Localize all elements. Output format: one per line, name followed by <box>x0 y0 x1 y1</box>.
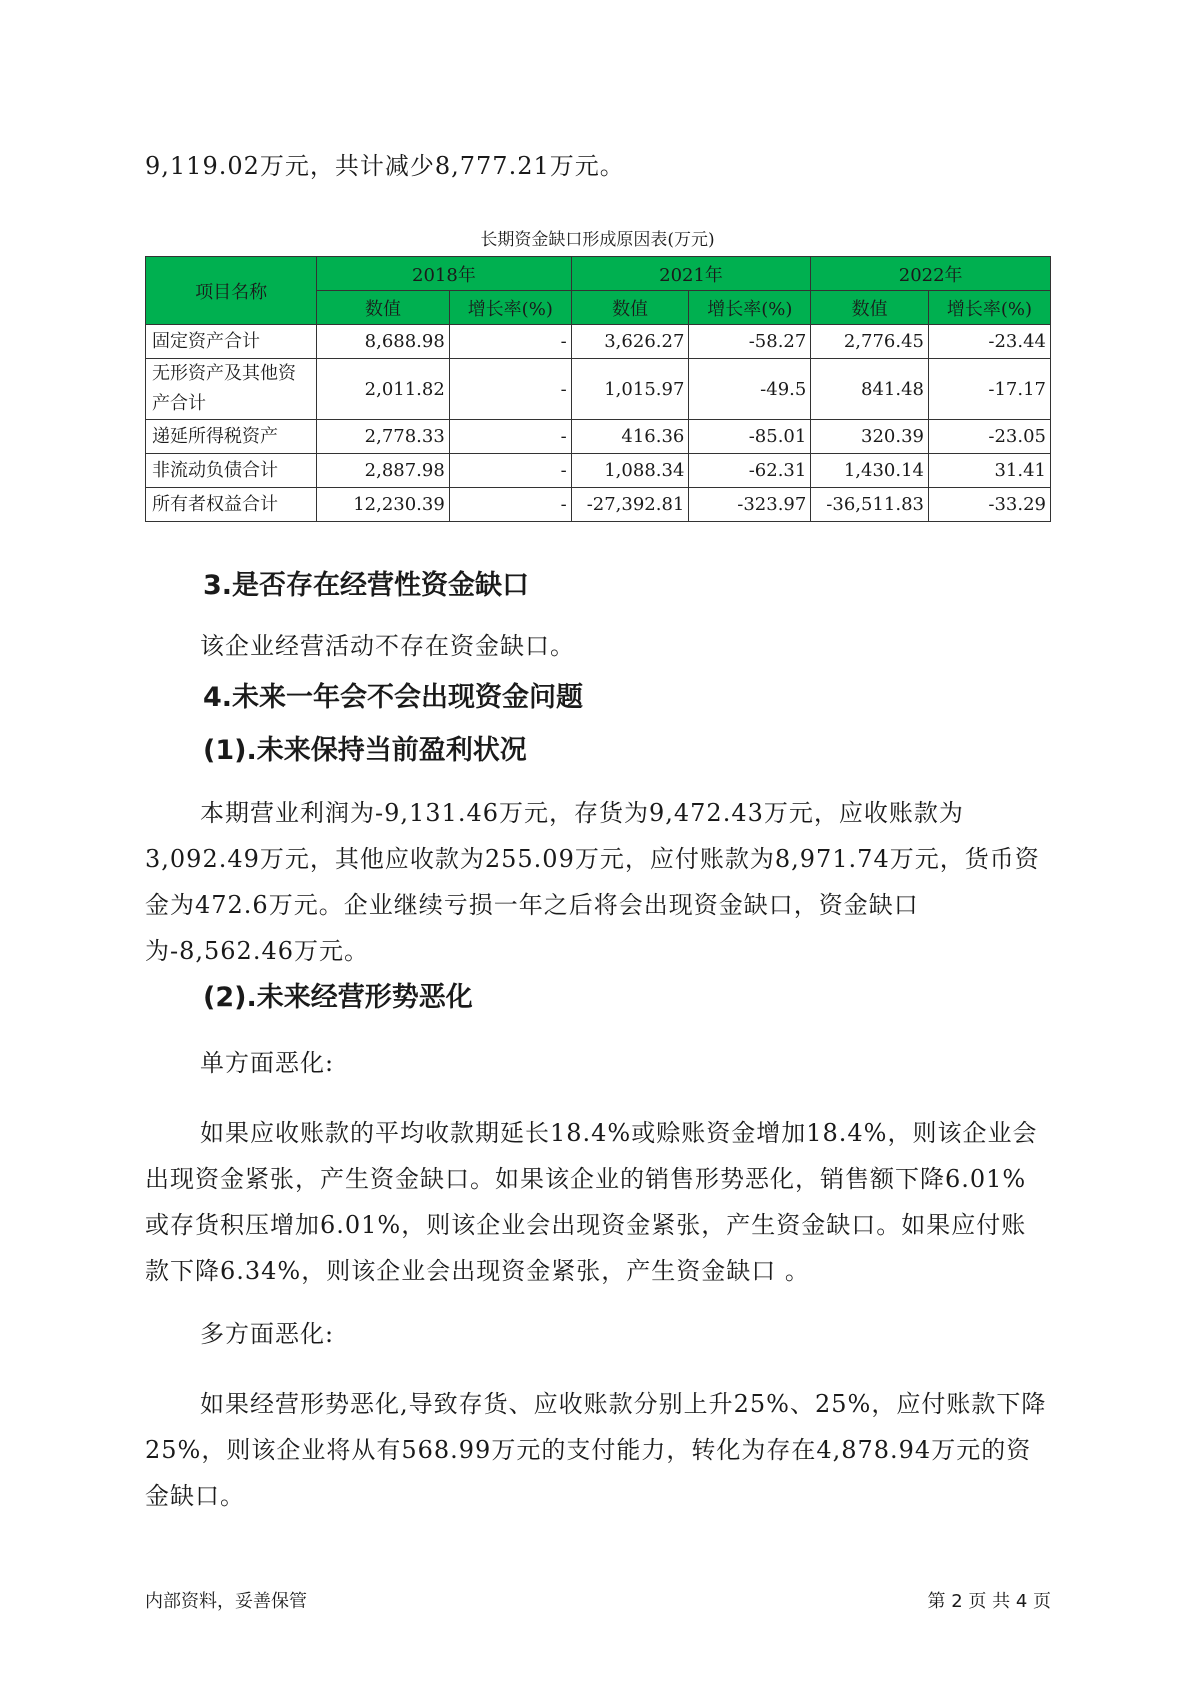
table-cell: -58.27 <box>689 325 811 359</box>
table-cell: -36,511.83 <box>811 488 929 522</box>
row-name: 无形资产及其他资产合计 <box>146 359 317 420</box>
row-name: 所有者权益合计 <box>146 488 317 522</box>
table-cell: -33.29 <box>928 488 1050 522</box>
multi-worsening-label: 多方面恶化: <box>200 1320 335 1348</box>
table-cell: -49.5 <box>689 359 811 420</box>
section-3-heading: 3.是否存在经营性资金缺口 <box>203 570 530 601</box>
sub-header: 数值 <box>571 291 689 325</box>
item-name-header: 项目名称 <box>146 257 317 325</box>
single-worsening-text: 如果应收账款的平均收款期延长18.4%或赊账资金增加18.4%，则该企业会出现资金紧张，产生资金缺口。如果该企业的销售形势恶化，销售额下降6.01%或存货积压增加6.01%，则该企业会出现资金紧张，产生资金缺口。如果应付账款下降6.34%，则该企业会出现资金紧张，产生资金缺口 。 <box>145 1119 1038 1285</box>
subsection-1-text: 本期营业利润为-9,131.46万元，存货为9,472.43万元，应收账款为3,092.49万元，其他应收款为255.09万元，应付账款为8,971.74万元，货币资金为472.6万元。企业继续亏损一年之后将会出现资金缺口，资金缺口为-8,562.46万元。 <box>145 799 1040 965</box>
table-cell: - <box>449 325 571 359</box>
table-cell: 2,011.82 <box>317 359 450 420</box>
table-cell: 3,626.27 <box>571 325 689 359</box>
year-header-2022: 2022年 <box>811 257 1051 291</box>
multi-worsening-text: 如果经营形势恶化,导致存货、应收账款分别上升25%、25%，应付账款下降25%，则该企业将从有568.99万元的支付能力，转化为存在4,878.94万元的资金缺口。 <box>145 1390 1047 1510</box>
table-row <box>146 488 1051 522</box>
sub-header: 数值 <box>317 291 450 325</box>
subsection-1-heading: (1).未来保持当前盈利状况 <box>203 735 527 766</box>
table-cell: 1,088.34 <box>571 454 689 488</box>
table-cell: 841.48 <box>811 359 929 420</box>
table-cell: -17.17 <box>928 359 1050 420</box>
table-cell: -23.44 <box>928 325 1050 359</box>
table-cell: - <box>449 488 571 522</box>
row-name: 递延所得税资产 <box>146 420 317 454</box>
table-cell: 1,015.97 <box>571 359 689 420</box>
table-cell: - <box>449 359 571 420</box>
subsection-2-heading: (2).未来经营形势恶化 <box>203 982 473 1013</box>
table-cell: 8,688.98 <box>317 325 450 359</box>
table-cell: 31.41 <box>928 454 1050 488</box>
table-cell: 2,887.98 <box>317 454 450 488</box>
table-cell: 416.36 <box>571 420 689 454</box>
sub-header: 增长率(%) <box>928 291 1050 325</box>
row-name: 非流动负债合计 <box>146 454 317 488</box>
sub-header: 增长率(%) <box>449 291 571 325</box>
table-cell: 2,776.45 <box>811 325 929 359</box>
table-cell: -85.01 <box>689 420 811 454</box>
table-cell: -62.31 <box>689 454 811 488</box>
footer-confidential: 内部资料，妥善保管 <box>145 1591 307 1612</box>
table-cell: -23.05 <box>928 420 1050 454</box>
section-3-text: 该企业经营活动不存在资金缺口。 <box>200 632 575 660</box>
table-cell: 320.39 <box>811 420 929 454</box>
table-cell: 2,778.33 <box>317 420 450 454</box>
table-cell: - <box>449 420 571 454</box>
table-cell: 1,430.14 <box>811 454 929 488</box>
table-cell: - <box>449 454 571 488</box>
table-row <box>146 359 1051 420</box>
table-cell: -27,392.81 <box>571 488 689 522</box>
sub-header: 增长率(%) <box>689 291 811 325</box>
footer-page-number: 第 2 页 共 4 页 <box>927 1591 1051 1612</box>
table-row <box>146 325 1051 359</box>
funding-gap-table <box>145 256 1051 522</box>
table-cell: 12,230.39 <box>317 488 450 522</box>
table-caption: 长期资金缺口形成原因表(万元) <box>480 230 715 250</box>
intro-paragraph: 9,119.02万元，共计减少8,777.21万元。 <box>145 152 625 180</box>
table-cell: -323.97 <box>689 488 811 522</box>
year-header-2018: 2018年 <box>317 257 572 291</box>
sub-header: 数值 <box>811 291 929 325</box>
year-header-2021: 2021年 <box>571 257 811 291</box>
table-row <box>146 420 1051 454</box>
row-name: 固定资产合计 <box>146 325 317 359</box>
single-worsening-label: 单方面恶化: <box>200 1049 335 1077</box>
section-4-heading: 4.未来一年会不会出现资金问题 <box>203 682 584 713</box>
table-row <box>146 454 1051 488</box>
